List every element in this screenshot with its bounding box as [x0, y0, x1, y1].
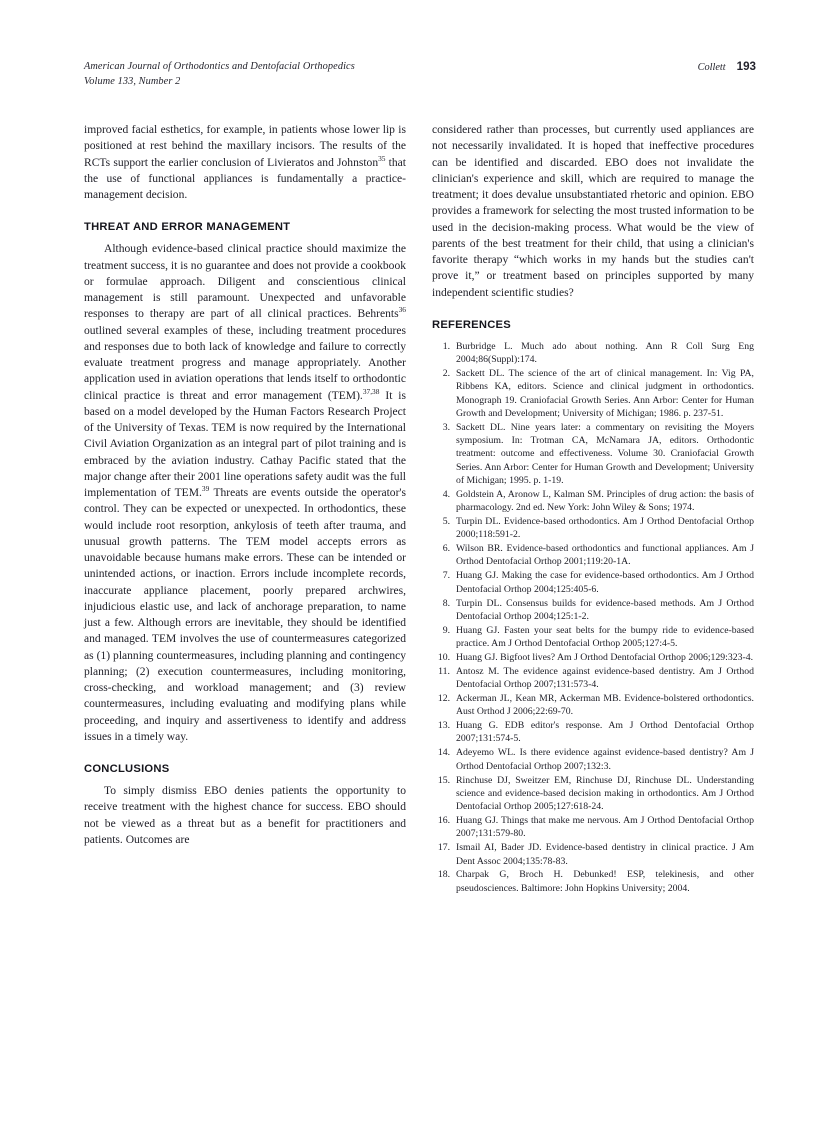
reference-item	[432, 719, 754, 746]
heading-references: REFERENCES	[432, 318, 511, 331]
citation-superscript: 37,38	[362, 386, 380, 396]
reference-text: Huang GJ. Fasten your seat belts for the bumpy ride to evidence-based practice. Am J Orthod Dentofacial Orthop 2005;127:4-5.	[456, 624, 754, 650]
paragraph-conclusions: To simply dismiss EBO denies patients the opportunity to receive treatment with the highest chance for success. EBO should not be viewed as a threat but as a benefit for practitioners and patients. Outcomes are	[84, 785, 406, 846]
reference-item	[432, 692, 754, 719]
reference-number: 13.	[437, 720, 450, 732]
reference-number: 2.	[442, 367, 450, 379]
reference-item	[432, 569, 754, 596]
paragraph-threat-and-error	[84, 241, 406, 745]
journal-title: American Journal of Orthodontics and Dentofacial Orthopedics	[84, 61, 355, 72]
reference-text: Turpin DL. Evidence-based orthodontics. Am J Orthod Dentofacial Orthop 2000;118:591-2.	[456, 515, 754, 541]
reference-item	[432, 367, 754, 420]
reference-item	[432, 814, 754, 841]
reference-text: Turpin DL. Consensus builds for evidence-based methods. Am J Orthod Dentofacial Orthop 2004;125:1-2.	[456, 597, 754, 622]
reference-number: 10.	[437, 651, 450, 663]
reference-item	[432, 651, 754, 664]
reference-text: Sackett DL. Nine years later: a commentary on revisiting the Moyers symposium. In: Trotman CA, McNamara JA, editors. Orthodontic treatment: outcome and effectiveness. Volume 30. Craniofacial Growth Series. Ann Arbor: Center for Human Growth and Development; University of Michigan; 1995. p. 1-19.	[456, 421, 754, 486]
reference-number: 6.	[442, 543, 450, 555]
reference-text: Ackerman JL, Kean MR, Ackerman MB. Evidence-bolstered orthodontics. Aust Orthod J 2006;22:69-70.	[456, 693, 754, 718]
reference-item	[432, 746, 754, 773]
reference-text: Goldstein A, Aronow L, Kalman SM. Principles of drug action: the basis of pharmacology. 2nd ed. New York: John Wiley & Sons; 1974.	[456, 488, 754, 514]
reference-item	[432, 597, 754, 624]
heading-conclusions: CONCLUSIONS	[84, 763, 170, 775]
reference-text: Burbridge L. Much ado about nothing. Ann R Coll Surg Eng 2004;86(Suppl):174.	[456, 340, 754, 366]
reference-text: Wilson BR. Evidence-based orthodontics and functional appliances. Am J Orthod Dentofacial Orthop 2001;119:20-1A.	[456, 543, 754, 568]
right-column	[432, 122, 754, 896]
paragraph-text-part: improved facial esthetics, for example, in patients whose lower lip is positioned at rest behind the maxillary incisors. The results of the RCTs support the earlier conclusion of Livieratos and Johnston	[84, 124, 406, 169]
reference-number: 7.	[442, 570, 450, 582]
paragraph-text-part: that the use of functional appliances is fundamentally a practice-management decision.	[84, 156, 406, 201]
reference-text: Huang G. EDB editor's response. Am J Orthod Dentofacial Orthop 2007;131:574-5.	[456, 720, 754, 745]
citation-superscript: 35	[378, 153, 386, 163]
paragraph-continued-outcomes: considered rather than processes, but currently used appliances are not necessarily invalidated. It is hoped that ineffective procedures can be identified and discarded. EBO does not invalidate the clinician's experience and skill, which are required to manage the treatment; it does devalue unsubstantiated rhetoric and opinion. EBO provides a framework for selecting the most trusted information to be used in the decision-making process. What would be the view of parents of the best treatment for their child, that using a clinician's favorite therapy “which works in my hands but the studies can't prove it,” or treatment based on principles supported by many independent scientific studies?	[432, 124, 754, 299]
reference-number: 1.	[442, 340, 450, 352]
reference-item	[432, 515, 754, 542]
running-head-right	[698, 60, 756, 76]
running-head	[84, 60, 756, 94]
reference-number: 9.	[442, 624, 450, 636]
paragraph-text-part: Although evidence-based clinical practice should maximize the treatment success, it is no guarantee and does not provide a cookbook or formulae approach. Diligent and conscientious clinical management is still paramount. Unexpected and unfavorable responses to therapy are part of all clinical practices. Behrents	[84, 243, 406, 321]
reference-number: 11.	[438, 665, 450, 677]
reference-text: Rinchuse DJ, Sweitzer EM, Rinchuse DJ, Rinchuse DL. Understanding science and evidence-based decision making in orthodontics. Am J Orthod Dentofacial Orthop 2005;127:618-24.	[456, 774, 754, 813]
paragraph-text-part: Threats are events outside the operator's control. They can be expected or unexpected. In orthodontics, these would include root resorption, ankylosis of teeth after trauma, and unusual growth patterns. The TEM model accepts errors as unavoidable because humans make errors. These can be intended or unintended actions, or inaction. Errors include incomplete records, inaccurate appliance placement, poorly prepared archwires, injudicious elastic use, and lack of anchorage preparation, to name just a few. Although errors are inevitable, they should be identified and managed. TEM involves the use of countermeasures categorized as (1) planning countermeasures, including planning and contingency planning; (2) execution countermeasures, including monitoring, cross-checking, and workload management; and (3) review countermeasures, including evaluating and modifying plans while proceeding, and inquiry and assertiveness to identify and address issues in a timely way.	[84, 487, 406, 743]
reference-number: 15.	[437, 774, 450, 786]
volume-issue: Volume 133, Number 2	[84, 75, 181, 87]
left-column	[84, 122, 406, 848]
paragraph-text-part: outlined several examples of these, including treatment procedures and responses due to both lack of knowledge and failure to correctly evaluate treatment progress and manage appropriately. Another application used in aviation operations that lends itself to orthodontic clinical practice is threat and error management (TEM).	[84, 324, 406, 402]
reference-text: Huang GJ. Things that make me nervous. Am J Orthod Dentofacial Orthop 2007;131:579-80.	[456, 815, 754, 840]
reference-number: 18.	[437, 869, 450, 881]
reference-number: 17.	[437, 842, 450, 854]
reference-number: 12.	[437, 693, 450, 704]
references-list	[432, 340, 754, 895]
paragraph-continued-esthetics	[84, 122, 406, 203]
reference-item	[432, 542, 754, 569]
reference-text: Antosz M. The evidence against evidence-based dentistry. Am J Orthod Dentofacial Orthop 2007;131:573-4.	[456, 665, 754, 691]
heading-threat-and-error-management: THREAT AND ERROR MANAGEMENT	[84, 221, 291, 234]
reference-number: 5.	[442, 515, 450, 527]
reference-number: 16.	[437, 815, 450, 827]
reference-text: Sackett DL. The science of the art of clinical management. In: Vig PA, Ribbens KA, editors. Science and clinical judgment in orthodontics. Monograph 19. Craniofacial Growth Series. Ann Arbor: Center for Human Growth and Development; University of Michigan; 1986. p. 237-51.	[456, 367, 754, 419]
reference-number: 3.	[442, 421, 450, 433]
citation-superscript: 36	[398, 305, 406, 315]
reference-item	[432, 624, 754, 651]
reference-item	[432, 421, 754, 487]
reference-number: 14.	[437, 747, 450, 759]
reference-item	[432, 841, 754, 868]
reference-item	[432, 774, 754, 814]
reference-number: 8.	[442, 597, 450, 609]
paragraph-text-part: It is based on a model developed by the Human Factors Research Project of the University of Texas. TEM is now required by the International Civil Aviation Organization as an integral part of pilot training and is embraced by the aviation industry. Cathay Pacific stated that the major change after their 2001 line operations safety audit was the full implementation of TEM.	[84, 389, 406, 499]
page-number: 193	[736, 60, 756, 73]
reference-text: Huang GJ. Bigfoot lives? Am J Orthod Dentofacial Orthop 2006;129:323-4.	[456, 651, 754, 663]
running-head-left	[84, 60, 355, 89]
reference-item	[432, 868, 754, 895]
reference-text: Charpak G, Broch H. Debunked! ESP, telekinesis, and other pseudosciences. Baltimore: John Hopkins University; 2004.	[456, 869, 754, 894]
reference-item	[432, 340, 754, 367]
reference-item	[432, 488, 754, 515]
citation-superscript: 39	[201, 484, 210, 494]
reference-number: 4.	[442, 488, 450, 500]
reference-item	[432, 665, 754, 692]
reference-text: Adeyemo WL. Is there evidence against evidence-based dentistry? Am J Orthod Dentofacial Orthop 2007;132:3.	[456, 747, 754, 772]
reference-text: Ismail AI, Bader JD. Evidence-based dentistry in clinical practice. J Am Dent Assoc 2004;135:78-83.	[456, 842, 754, 867]
reference-text: Huang GJ. Making the case for evidence-based orthodontics. Am J Orthod Dentofacial Orthop 2004;125:405-6.	[456, 570, 754, 595]
author-name: Collett	[697, 62, 726, 73]
